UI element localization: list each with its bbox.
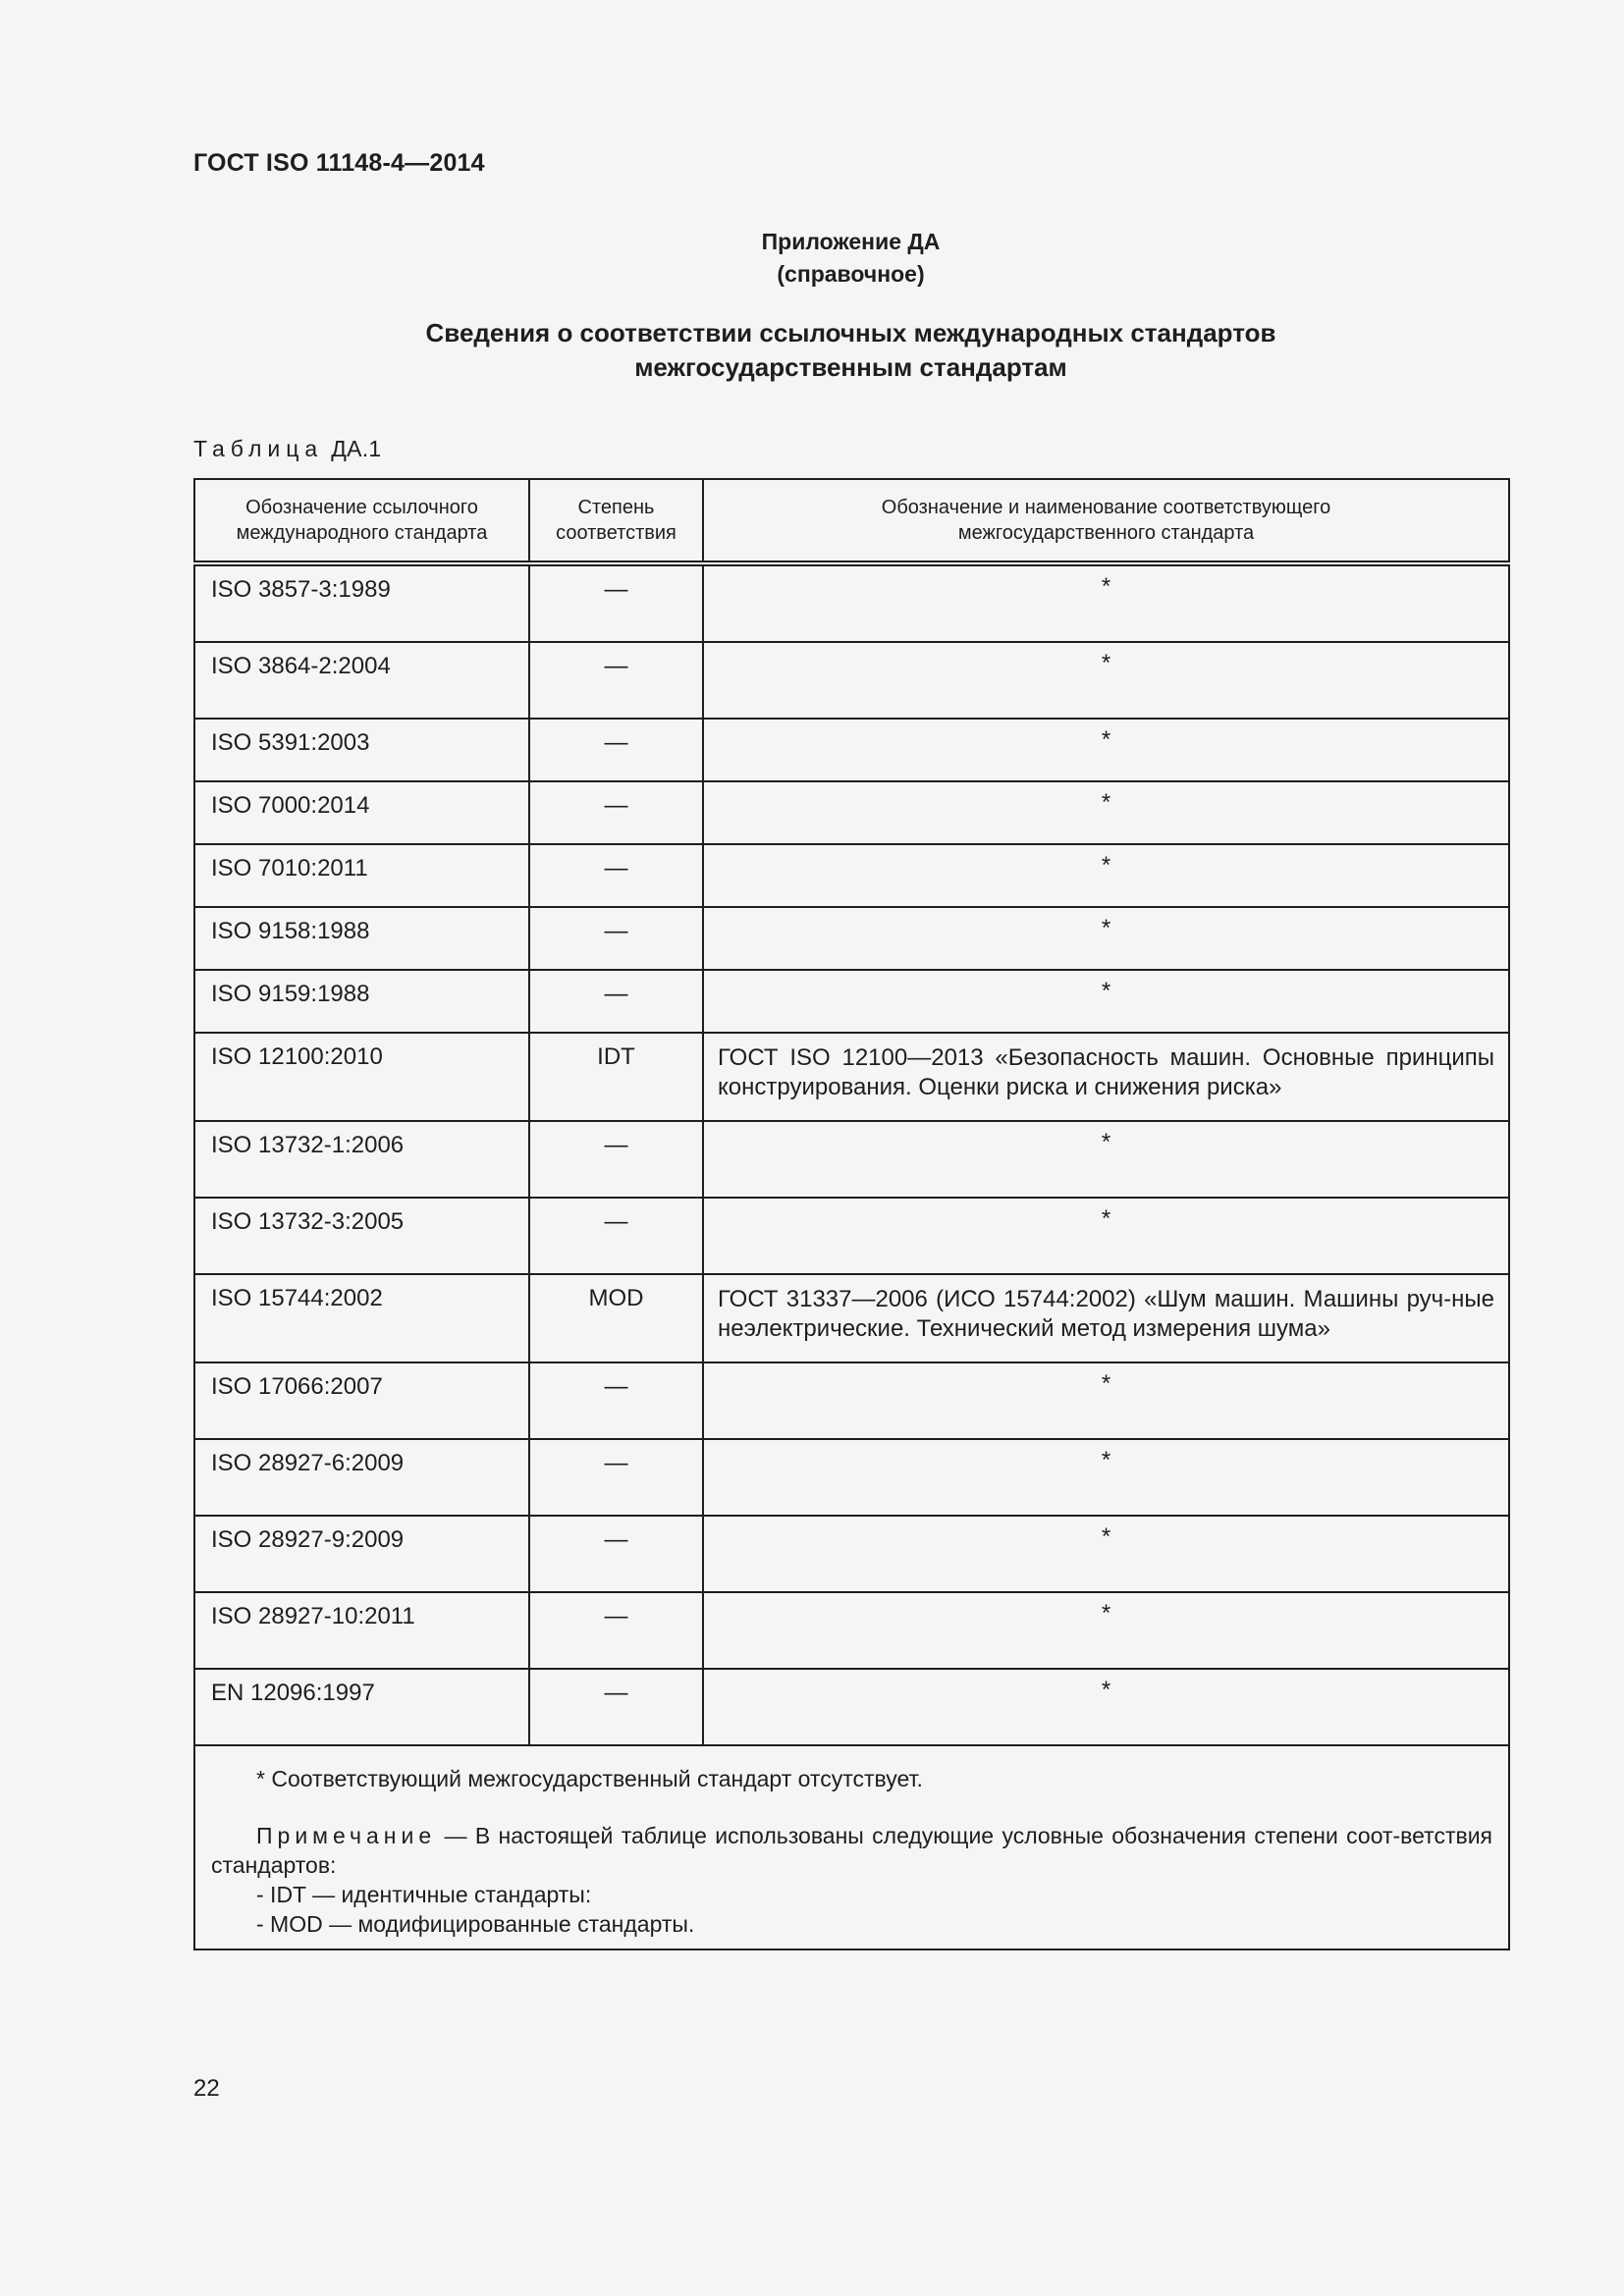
cell-national: ГОСТ ISO 12100—2013 «Безопасность машин. Основные принципы конструирования. Оценки риска и снижения риска» [703, 1033, 1509, 1121]
note [211, 1821, 1492, 1880]
header-col1-line2: международного стандарта [236, 522, 488, 544]
cell-degree: — [529, 844, 703, 907]
cell-degree: — [529, 1198, 703, 1274]
table-footer [194, 1745, 1509, 1949]
list-item: - IDT — идентичные стандарты: [256, 1882, 592, 1907]
cell-national: * [703, 1121, 1509, 1198]
cell-degree: — [529, 781, 703, 844]
cell-code: ISO 7010:2011 [194, 844, 529, 907]
cell-national: * [703, 719, 1509, 781]
table-row [194, 781, 1509, 844]
table-row [194, 1362, 1509, 1439]
cell-code: ISO 13732-1:2006 [194, 1121, 529, 1198]
cell-degree: — [529, 1592, 703, 1669]
cell-degree: — [529, 970, 703, 1033]
cell-national: * [703, 563, 1509, 642]
table-caption-number: ДА.1 [331, 436, 382, 461]
header-col1-line1: Обозначение ссылочного [245, 497, 478, 518]
cell-degree: — [529, 1439, 703, 1516]
table-row [194, 970, 1509, 1033]
table-row [194, 1033, 1509, 1121]
cell-national: * [703, 1439, 1509, 1516]
cell-degree: — [529, 907, 703, 970]
table-row [194, 1121, 1509, 1198]
cell-national: * [703, 907, 1509, 970]
header-col3-line2: межгосударственного стандарта [957, 522, 1255, 544]
appendix-title: Приложение ДА [761, 229, 941, 254]
table-row [194, 1669, 1509, 1745]
table-caption [193, 436, 382, 462]
cell-code: ISO 3857-3:1989 [194, 563, 529, 642]
cell-national: * [703, 642, 1509, 719]
cell-code: ISO 3864-2:2004 [194, 642, 529, 719]
cell-degree: — [529, 1362, 703, 1439]
cell-national: * [703, 781, 1509, 844]
cell-national: * [703, 970, 1509, 1033]
note-label: Примечание [256, 1823, 437, 1848]
cell-code: ISO 13732-3:2005 [194, 1198, 529, 1274]
table-row [194, 719, 1509, 781]
cell-national: * [703, 1592, 1509, 1669]
cell-code: ISO 28927-6:2009 [194, 1439, 529, 1516]
cell-national: * [703, 1198, 1509, 1274]
table-row [194, 1516, 1509, 1592]
cell-code: ISO 7000:2014 [194, 781, 529, 844]
cell-degree: — [529, 563, 703, 642]
cell-degree: — [529, 1669, 703, 1745]
table-row [194, 563, 1509, 642]
document-code: ГОСТ ISO 11148-4—2014 [193, 149, 485, 177]
header-degree [529, 479, 703, 563]
cell-degree: IDT [529, 1033, 703, 1121]
section-title-line1: Сведения о соответствии ссылочных международных стандартов [425, 318, 1276, 347]
page-number: 22 [193, 2075, 220, 2102]
cell-national: * [703, 1362, 1509, 1439]
header-col2-line1: Степень [577, 497, 655, 518]
header-col2-line2: соответствия [556, 522, 677, 544]
appendix-heading [0, 226, 1624, 291]
header-national-standard [703, 479, 1509, 563]
standards-table [193, 478, 1510, 1950]
footnote: * Соответствующий межгосударственный стандарт отсутствует. [256, 1766, 923, 1791]
cell-degree: — [529, 1516, 703, 1592]
cell-national: ГОСТ 31337—2006 (ИСО 15744:2002) «Шум машин. Машины руч-ные неэлектрические. Технический метод измерения шума» [703, 1274, 1509, 1362]
header-col3-line1: Обозначение и наименование соответствующего [881, 497, 1331, 518]
table-header-row [194, 479, 1509, 563]
table-caption-word: Таблица [193, 436, 324, 461]
table-row [194, 1198, 1509, 1274]
section-title [0, 316, 1624, 385]
table-row [194, 907, 1509, 970]
cell-code: ISO 15744:2002 [194, 1274, 529, 1362]
table-row [194, 844, 1509, 907]
cell-degree: — [529, 642, 703, 719]
cell-code: ISO 17066:2007 [194, 1362, 529, 1439]
cell-degree: — [529, 1121, 703, 1198]
cell-code: ISO 5391:2003 [194, 719, 529, 781]
cell-national: * [703, 1516, 1509, 1592]
cell-code: ISO 9159:1988 [194, 970, 529, 1033]
cell-code: EN 12096:1997 [194, 1669, 529, 1745]
list-item: - MOD — модифицированные стандарты. [256, 1911, 695, 1937]
table-row [194, 1439, 1509, 1516]
table-row [194, 1274, 1509, 1362]
header-reference-standard [194, 479, 529, 563]
cell-national: * [703, 844, 1509, 907]
section-title-line2: межгосударственным стандартам [634, 352, 1067, 382]
table-footer-row [194, 1745, 1509, 1949]
cell-code: ISO 28927-9:2009 [194, 1516, 529, 1592]
cell-code: ISO 9158:1988 [194, 907, 529, 970]
cell-code: ISO 28927-10:2011 [194, 1592, 529, 1669]
cell-code: ISO 12100:2010 [194, 1033, 529, 1121]
cell-degree: — [529, 719, 703, 781]
note-text: — В настоящей таблице использованы следующие условные обозначения степени соот-ветствия стандартов: [211, 1823, 1492, 1878]
cell-degree: MOD [529, 1274, 703, 1362]
table-row [194, 1592, 1509, 1669]
appendix-type: (справочное) [777, 261, 925, 287]
cell-national: * [703, 1669, 1509, 1745]
table-row [194, 642, 1509, 719]
